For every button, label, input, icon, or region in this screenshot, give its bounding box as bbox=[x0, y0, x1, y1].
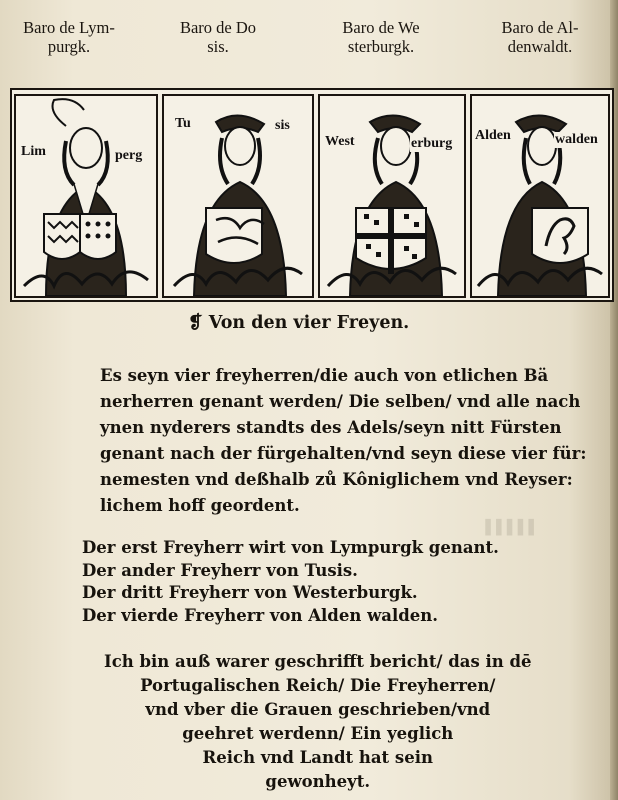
panel-label: Alden bbox=[475, 128, 511, 143]
note-line: Reich vnd Landt hat sein bbox=[202, 748, 433, 767]
section-title bbox=[188, 313, 409, 333]
baron-list bbox=[82, 537, 499, 627]
note-line: geehret werdenn/ Ein yeglich bbox=[182, 724, 454, 743]
paragraph-line: Es seyn vier freyherren/die auch von etlichen Bä bbox=[100, 366, 549, 385]
paragraph-line: ynen nyderers standts des Adels/seyn nitt Fürsten bbox=[100, 418, 562, 437]
list-item: Der ander Freyherr von Tusis. bbox=[82, 560, 358, 580]
caption-line: Baro de We bbox=[342, 18, 420, 37]
note-line: Portugalischen Reich/ Die Freyherren/ bbox=[140, 676, 496, 695]
note-line: vnd vber die Grauen geschrieben/vnd bbox=[145, 700, 491, 719]
caption-line: purgk. bbox=[47, 37, 91, 56]
panel-label: West bbox=[325, 134, 355, 149]
woodcut-panel-aldenwalden bbox=[470, 94, 610, 298]
paragraph-line: lichem hoff geordent. bbox=[100, 496, 300, 515]
list-item: Der vierde Freyherr von Alden walden. bbox=[82, 605, 439, 625]
caption-westerburg bbox=[306, 18, 456, 56]
note-line: Ich bin auß warer geschrifft bericht/ das in dē bbox=[104, 652, 532, 671]
caption-tusis bbox=[143, 18, 293, 56]
panel-label: erburg bbox=[411, 136, 453, 151]
paragraph-line: nemesten vnd deßhalb zů Kôniglichem vnd Reyser: bbox=[100, 470, 573, 489]
bleed-through-decoration: ▌▌▌▌▌ bbox=[480, 520, 534, 536]
woodcut-illustration-strip bbox=[10, 88, 614, 302]
panel-label: walden bbox=[555, 132, 598, 147]
woodcut-panel-tusis bbox=[162, 94, 314, 298]
panel-label: Lim bbox=[21, 144, 46, 159]
pilcrow-icon: ❡ bbox=[188, 313, 203, 333]
panel-label: Tu bbox=[175, 116, 191, 131]
caption-line: denwaldt. bbox=[507, 37, 573, 56]
panel-label: perg bbox=[115, 148, 143, 163]
caption-limpurg bbox=[0, 18, 144, 56]
caption-line: Baro de Al- bbox=[501, 18, 579, 37]
caption-aldenwalden bbox=[465, 18, 615, 56]
caption-line: Baro de Lym- bbox=[23, 18, 115, 37]
baron-figure-icon bbox=[320, 96, 464, 296]
main-paragraph bbox=[100, 363, 586, 519]
woodcut-panel-limpurg bbox=[14, 94, 158, 298]
caption-line: Baro de Do bbox=[179, 18, 257, 37]
closing-note bbox=[104, 650, 532, 794]
paragraph-line: genant nach der fürgehalten/vnd seyn diese vier für: bbox=[100, 444, 587, 463]
list-item: Der dritt Freyherr von Westerburgk. bbox=[82, 583, 418, 602]
panel-label: sis bbox=[275, 118, 290, 133]
paragraph-line: nerherren genant werden/ Die selben/ vnd alle nach bbox=[100, 392, 581, 411]
note-line: gewonheyt. bbox=[265, 772, 371, 791]
caption-line: sterburgk. bbox=[347, 37, 415, 56]
list-item: Der erst Freyherr wirt von Lympurgk genant. bbox=[82, 538, 499, 557]
baron-figure-icon bbox=[16, 96, 156, 296]
section-title-text: Von den vier Freyen. bbox=[208, 313, 410, 333]
baron-figure-icon bbox=[472, 96, 608, 296]
woodcut-panel-westerburg bbox=[318, 94, 466, 298]
caption-line: sis. bbox=[207, 37, 229, 56]
